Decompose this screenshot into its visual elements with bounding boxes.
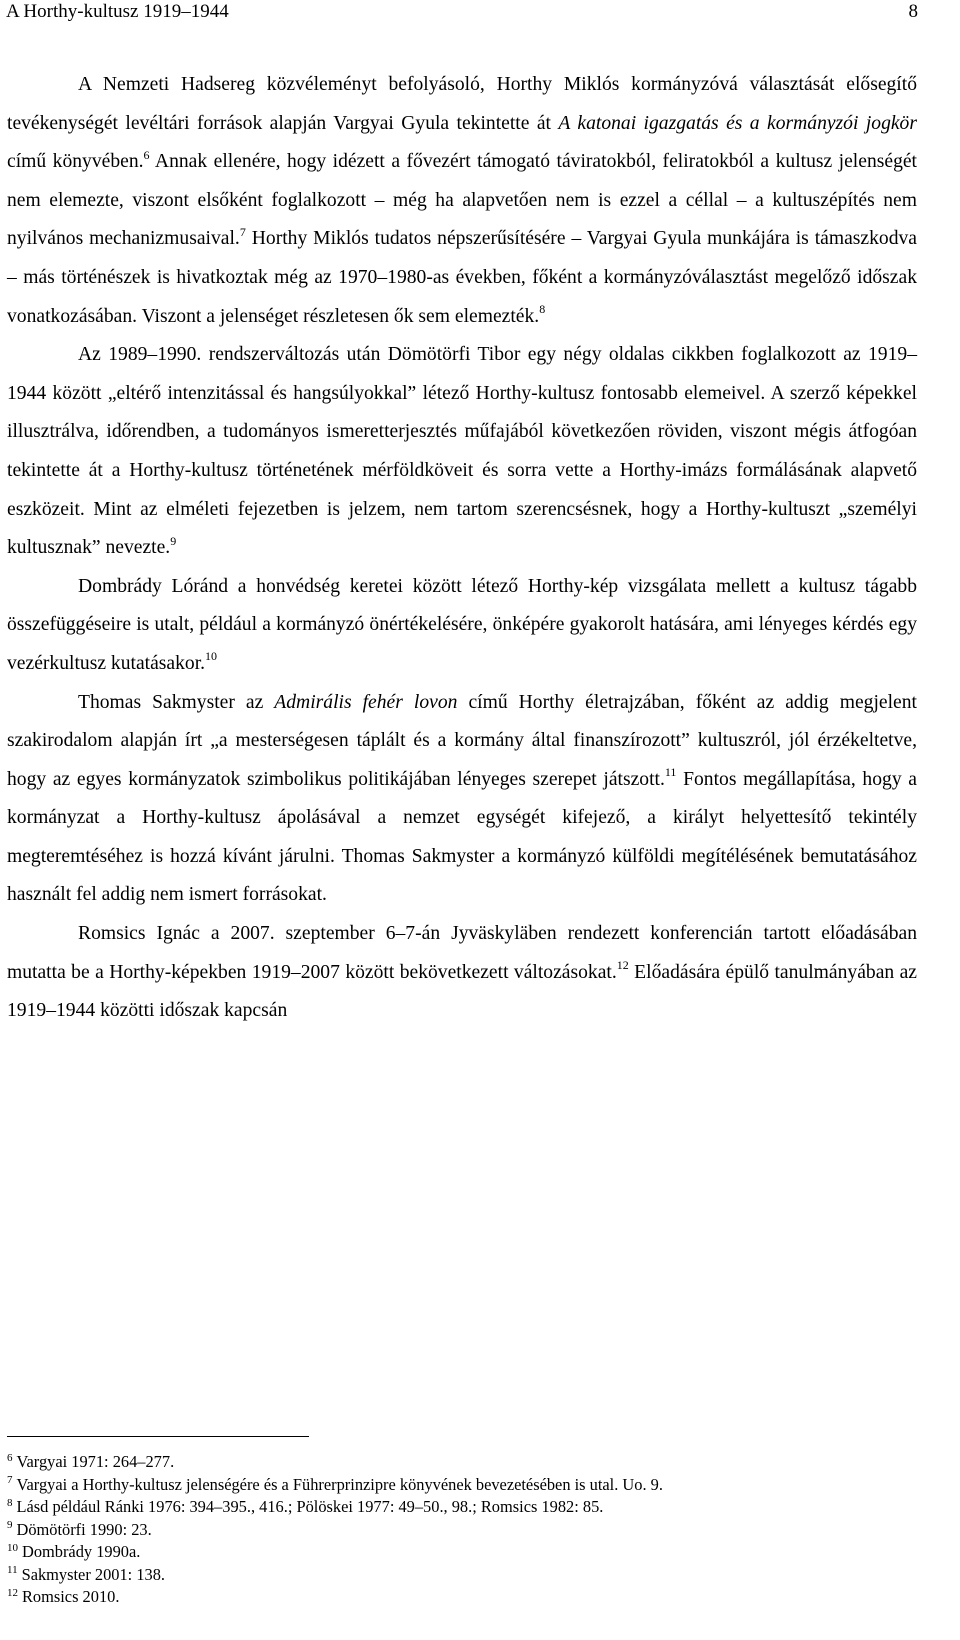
footnote-number: 8 [7,1496,13,1509]
text-run: Dombrády Lóránd a honvédség keretei között létező Horthy-kép vizsgálata mellett a kultusz tágabb összefüggéseire is utalt, például a kormányzó önértékelésére, önképére gyakorolt hatására, ami lényeges kérdés egy vezérkultusz kutatásakor. [7,575,917,674]
text-run: A Nemzeti Hadsereg közvéleményt befolyásoló, Horthy Miklós kormányzóvá választását elősegítő tevékenységét levéltári források alapján Vargyai Gyula tekintette át [7,74,917,134]
body-text [7,66,917,1031]
footnote-text: Sakmyster 2001: 138. [21,1564,166,1584]
page-header [0,0,960,30]
footnote [7,1586,917,1609]
footnote-ref: 12 [616,958,629,973]
text-run: Thomas Sakmyster az [78,691,275,713]
text-run: Horthy Miklós tudatos népszerűsítésére – Vargyai Gyula munkájára is támaszkodva – más történészek is hivatkoztak még az 1970–1980-as években, főként a kormányzóválasztást megelőző időszak vonatkozásában. Viszont a jelenséget részletesen ők sem elemezték. [7,228,917,327]
paragraph [7,66,917,336]
footnote-text: Romsics 2010. [22,1587,120,1606]
footnote-number: 7 [7,1474,13,1487]
footnote-text: Dömötörfi 1990: 23. [16,1519,152,1539]
footnote-text: Vargyai a Horthy-kultusz jelenségére és a Führerprinzipre könyvének bevezetésében is utal. Uo. 9. [16,1474,663,1494]
footnote-number: 10 [7,1541,18,1554]
footnote [7,1474,917,1497]
footnote-text: Lásd például Ránki 1976: 394–395., 416.; Pölöskei 1977: 49–50., 98.; Romsics 1982: 85. [16,1497,604,1516]
italic-title: Admirális fehér lovon [274,691,458,713]
paragraph [7,684,917,916]
footnote-ref: 11 [664,765,677,780]
footnote-text: Dombrády 1990a. [22,1542,141,1561]
text-run: Az 1989–1990. rendszerváltozás után Dömötörfi Tibor egy négy oldalas cikkben foglalkozott az 1919–1944 között „eltérő intenzitással és hangsúlyokkal” létező Horthy-kultusz fontosabb elemeivel. A szerző képekkel illusztrálva, időrendben, a tudományos ismeretterjesztés műfajából következően röviden, viszont mégis átfogóan tekintette át a Horthy-kultusz történetének mérföldköveit és sorra vette a Horthy-imázs formálásának alapvető eszközeit. Mint az elméleti fejezetben is jelzem, nem tartom szerencsésnek, hogy a Horthy-kultuszt „személyi kultusznak” nevezte. [7,344,917,559]
footnote [7,1564,917,1587]
text-run: Annak ellenére, hogy idézett a fővezért támogató táviratokból, feliratokból a kultusz jelenségét nem elemezte, viszont elsőként foglalkozott – még ha alapvetően nem is ezzel a céllal – a kultuszépítés nem nyilvános mechanizmusaival. [7,151,918,250]
footnote [7,1519,917,1542]
text-run: Előadására épülő tanulmányában az 1919–1944 közötti időszak kapcsán [7,961,917,1022]
footnote [7,1541,917,1564]
paragraph [7,568,917,684]
footnotes [7,1451,917,1609]
paragraph [7,336,917,568]
footnote-ref: 7 [239,224,246,239]
footnote [7,1451,917,1474]
footnote-number: 9 [7,1519,13,1532]
footnote-number: 11 [7,1564,18,1577]
text-run: című Horthy életrajzában, főként az addig megjelent szakirodalom alapján írt „a mesterségesen táplált és a kormány által finanszírozott” kultuszról, jól érzékeltetve, hogy az egyes kormányzatok szimbolikus politikájában lényeges szerepet játszott. [7,691,917,790]
paragraph [7,915,917,1031]
text-run: Romsics Ignác a 2007. szeptember 6–7-án Jyväskyläben rendezett konferencián tartott előadásában mutatta be a Horthy-képekben 1919–2007 között bekövetkezett változásokat. [7,923,917,983]
text-run: Fontos megállapítása, hogy a kormányzat a Horthy-kultusz ápolásával a nemzet egységét kifejező, a királyt helyettesítő tekintély megteremtéséhez is hozzá kívánt járulni. Thomas Sakmyster a kormányzó külföldi megítélésének bemutatásához használt fel addig nem ismert forrásokat. [7,768,917,906]
running-title: A Horthy-kultusz 1919–1944 [6,1,229,22]
footnote [7,1496,917,1519]
footnote-ref: 9 [170,533,177,548]
footnote-separator [7,1436,309,1437]
footnote-number: 12 [7,1586,18,1599]
italic-title: A katonai igazgatás és a kormányzói jogkör [558,112,917,134]
footnote-ref: 6 [143,147,150,162]
footnote-text: Vargyai 1971: 264–277. [16,1452,175,1471]
footnote-ref: 8 [539,302,546,317]
footnote-ref: 10 [205,649,218,664]
text-run: című könyvében. [7,151,144,173]
page-number: 8 [908,1,918,22]
footnote-number: 6 [7,1451,13,1464]
